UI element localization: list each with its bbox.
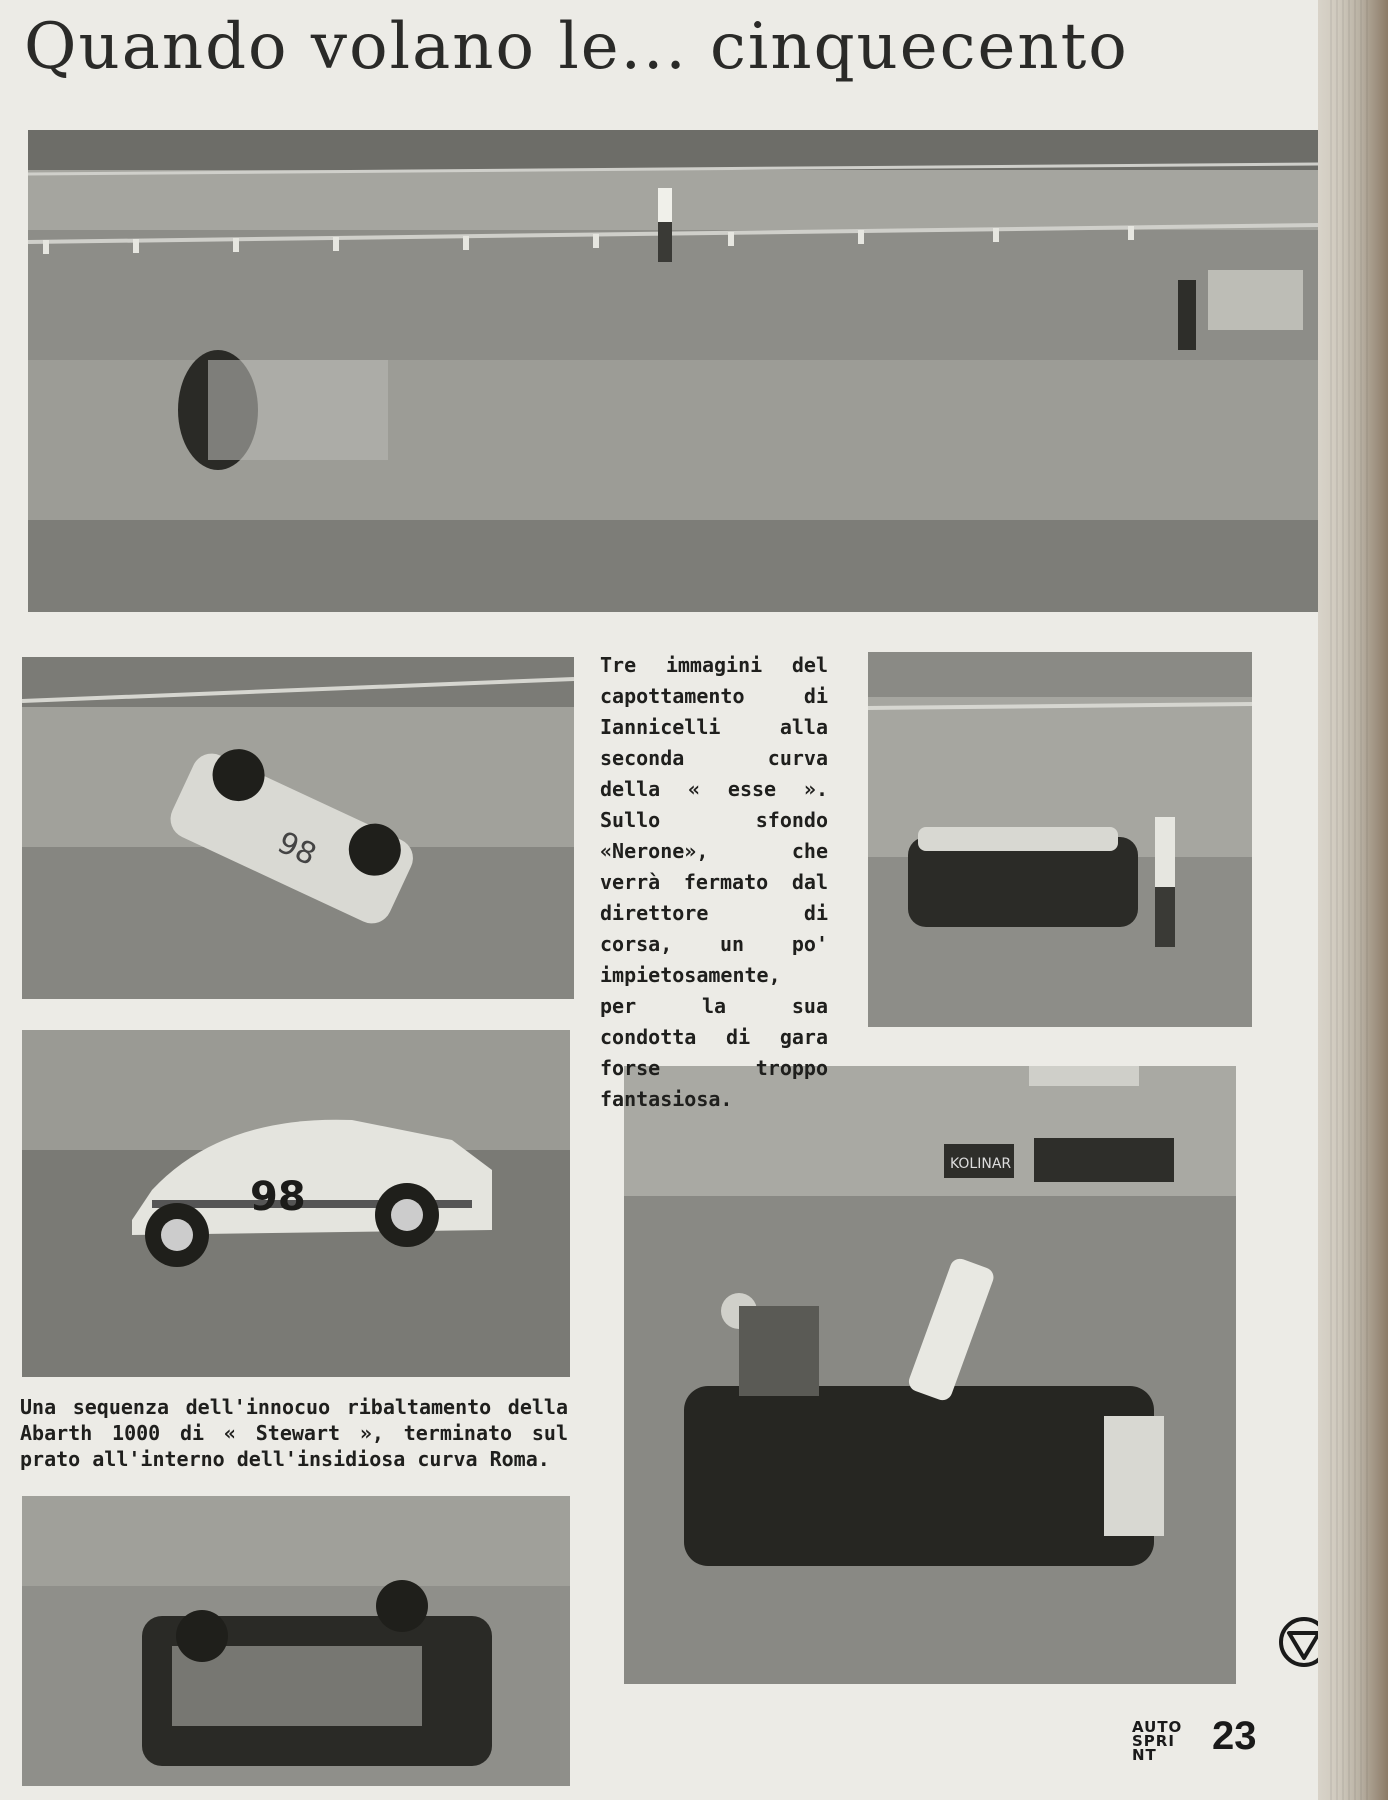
brand-autosprint	[1132, 1720, 1204, 1762]
page-stack-lines	[1330, 0, 1370, 1800]
caption-iannicelli: Tre immagini del capottamento di Iannicelli alla seconda curva della « esse ». Sullo sfondo «Nerone», che verrà fermato dal direttore di corsa, un po' impietosamente, per la sua condotta di gara forse troppo fantasiosa.	[600, 653, 828, 1111]
headline: Quando volano le... cinquecento	[24, 10, 1129, 84]
brand-line: SPRI	[1132, 1732, 1175, 1750]
svg-text:KOLINAR: KOLINAR	[950, 1156, 1012, 1172]
brand-line: AUTO	[1132, 1718, 1183, 1736]
svg-text:98: 98	[272, 825, 322, 874]
car-on-side-photo	[868, 652, 1252, 1027]
abarth-98-photo	[22, 1030, 570, 1377]
car-rolling-photo	[22, 657, 574, 999]
overturned-car-photo	[22, 1496, 570, 1786]
brand-line: NT	[1132, 1746, 1157, 1764]
caption-stewart: Una sequenza dell'innocuo ribaltamento della Abarth 1000 di « Stewart », terminato sul prato all'interno dell'insidiosa curva Roma.	[20, 1395, 568, 1471]
car-number: 98	[250, 1174, 306, 1220]
page-number: 23	[1212, 1714, 1257, 1758]
driver-escaping-photo	[624, 1066, 1236, 1684]
car-rollover-photo	[28, 130, 1318, 612]
